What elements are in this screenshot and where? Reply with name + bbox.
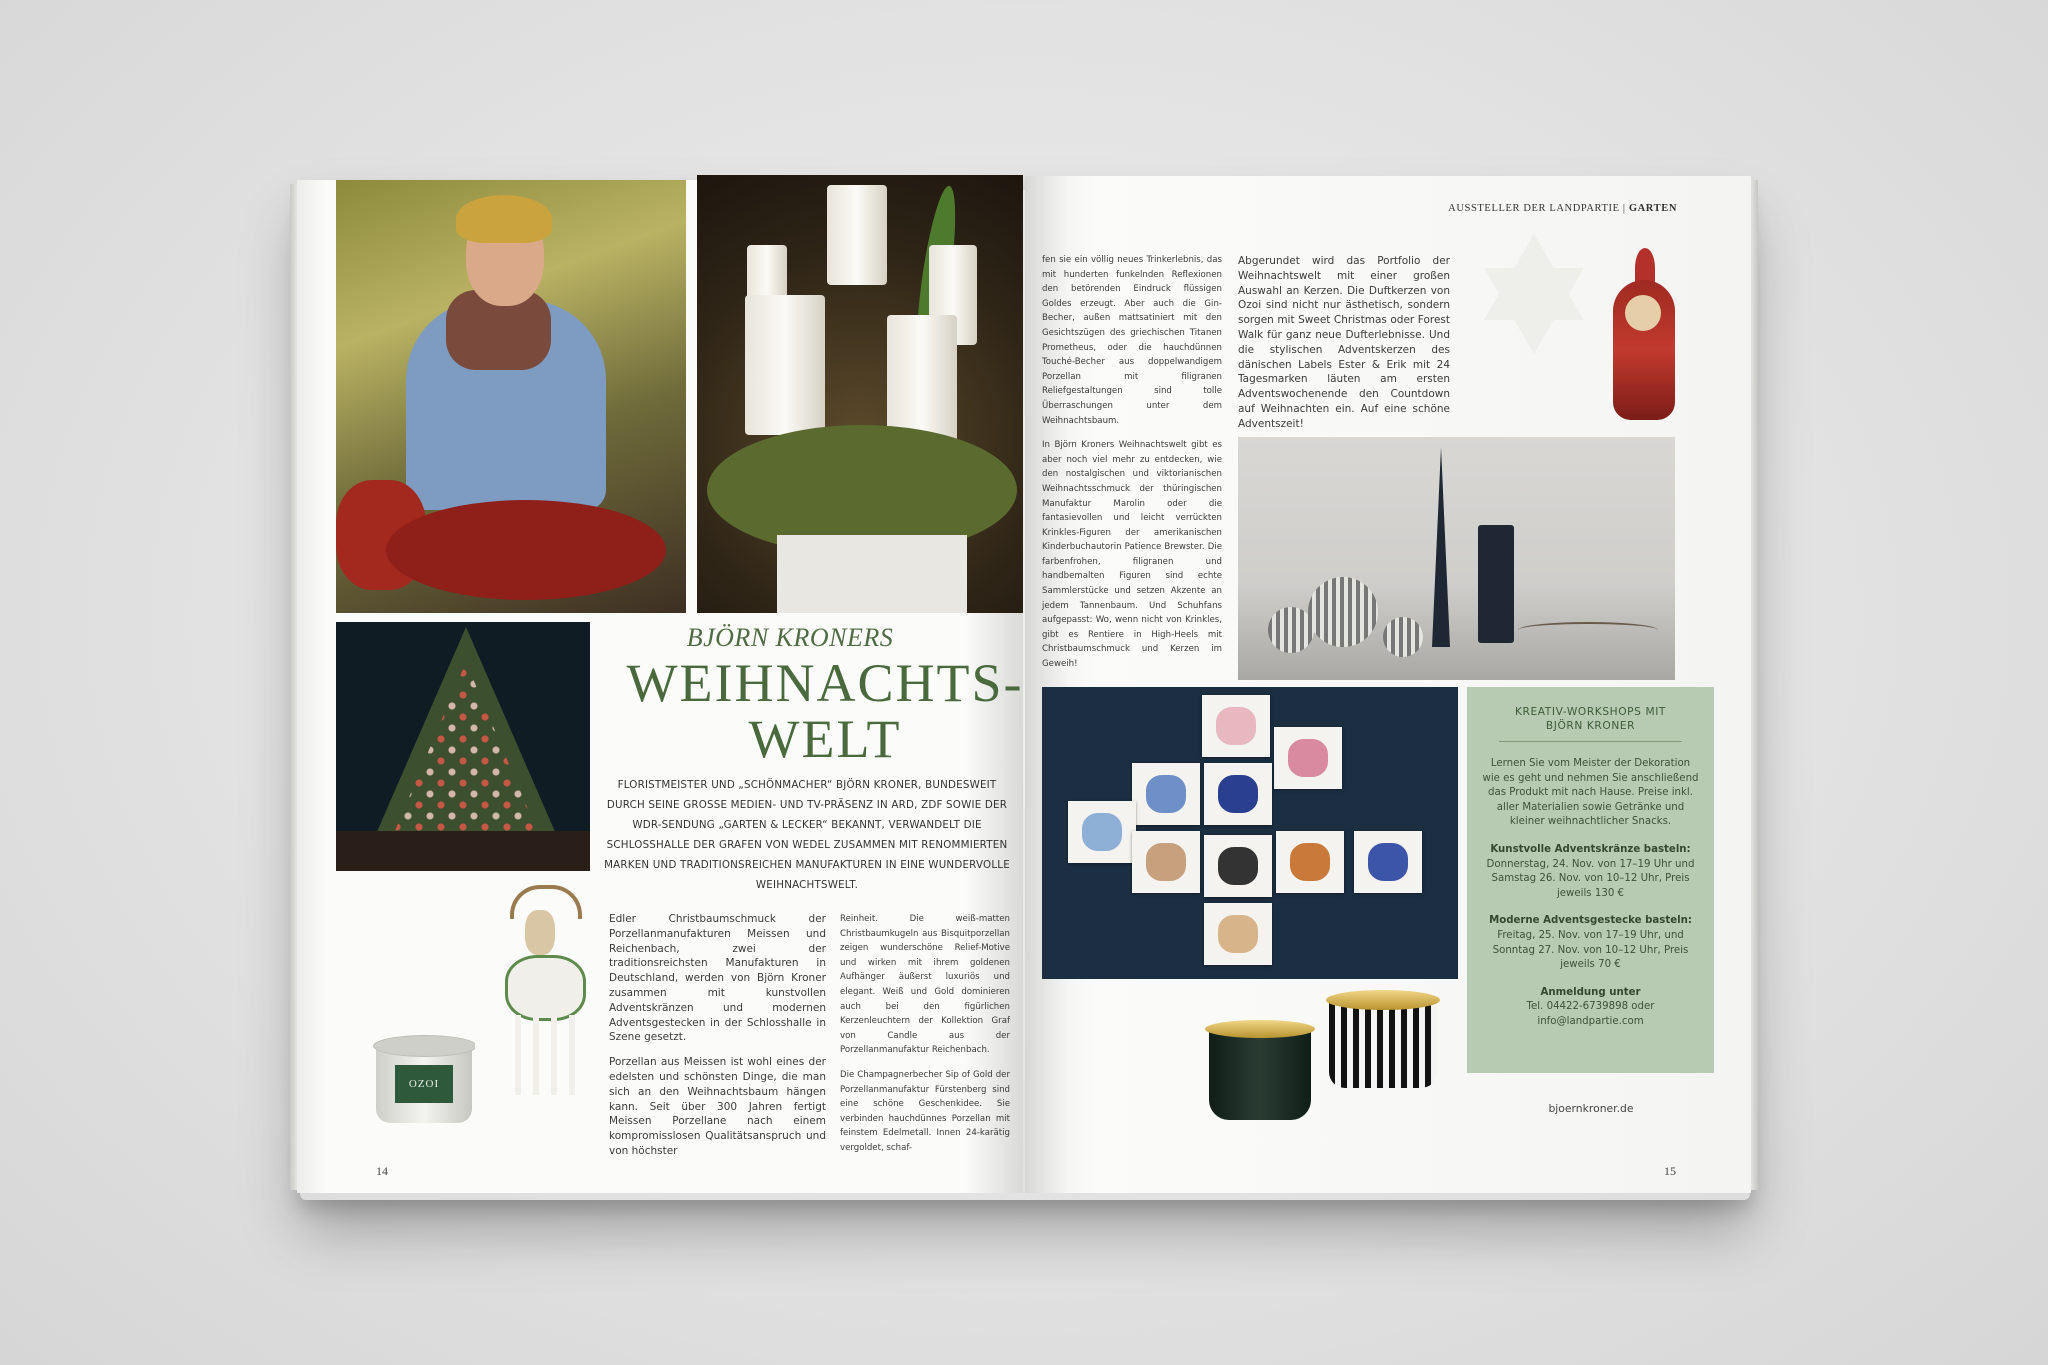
photo-advent-candles — [697, 175, 1023, 613]
workshop-2-details: Freitag, 25. Nov. von 17–19 Uhr, und Sonntag 27. Nov. von 10–12 Uhr, Preis jeweils 70 € — [1492, 929, 1689, 971]
photo-star-ornament — [1470, 228, 1598, 360]
paragraph: Die Champagnerbecher Sip of Gold der Porzellanmanufaktur Fürstenberg sind eine schöne Geschenkidee. Sie verbinden hauchdünnes Porzellan mit feinstem Edelmetall. Innen 24-karätig vergoldet, schaf- — [840, 1069, 1010, 1153]
article-kicker: BJÖRN KRONERS — [686, 623, 894, 652]
article-title — [600, 655, 1050, 767]
registration-title: Anmeldung unter — [1540, 986, 1641, 998]
paragraph: Porzellan aus Meissen ist wohl eines der edelsten und schönsten Dinge, die man sich an den Weihnachtsbaum hängen kann. Seit über 300 Jahren fertigt Meissen Porzellane nach einem kompromisslosen Qualitätsanspruch und von höchster — [609, 1056, 826, 1157]
box-title-line-2: BJÖRN KRONER — [1545, 720, 1636, 732]
photo-santa-ornament — [1603, 240, 1683, 430]
box-divider — [1499, 741, 1682, 742]
header-category: GARTEN — [1628, 203, 1677, 214]
workshop-1-title: Kunstvolle Adventskränze basteln: — [1490, 843, 1691, 855]
website-link: bjoernkroner.de — [1548, 1102, 1634, 1115]
right-body-column-2 — [1238, 254, 1450, 442]
photo-gold-rim-cup-black — [1205, 1020, 1315, 1122]
running-header — [1372, 203, 1677, 214]
workshop-2-title: Moderne Adventsgestecke basteln: — [1489, 915, 1692, 927]
left-body-column-2 — [840, 912, 1010, 1166]
registration-details: Tel. 04422-6739898 oder info@landpartie.com — [1526, 1001, 1655, 1027]
photo-striped-cup — [1326, 990, 1440, 1090]
box-title — [1477, 705, 1704, 733]
title-line-1: WEIHNACHTS- — [626, 653, 1024, 713]
photo-porcelain-flatlay — [1042, 687, 1458, 979]
workshop-1 — [1481, 843, 1700, 901]
photo-candles-and-spheres — [1238, 437, 1675, 680]
page-number-right: 15 — [1664, 1164, 1676, 1178]
paragraph: Reinheit. Die weiß-matten Christbaumkugeln aus Bisquitporzellan zeigen wunderschöne Relief-Motive und wirken mit ihrem goldenen Aufhänger äußerst luxuriös und elegant. Weiß und Gold dominieren auch bei den figürlichen Kerzenleuchtern der Kollektion Graf von Candle aus der Porzellanmanufaktur Reichenbach. — [840, 914, 1010, 1056]
jar-label: OZOI — [395, 1065, 453, 1103]
right-body-column-1 — [1042, 253, 1222, 682]
photo-christmas-tree — [336, 622, 590, 871]
box-intro: Lernen Sie vom Meister der Dekoration wie es geht und nehmen Sie anschließend das Produkt mit nach Hause. Preise inkl. aller Materialien sowie Getränke und kleiner weihnachtlicher Snacks. — [1482, 758, 1699, 828]
paragraph: fen sie ein völlig neues Trinkerlebnis, das mit hunderten funkelnden Reflexionen den betörenden Eindruck flüssigen Goldes erzeugt. Aber auch die Gin-Becher, außen mattsatiniert mit den Gesichtszügen des griechischen Titanen Prometheus, oder die hauchdünnen Touché-Becher aus doppelwandigem Porzellan mit filigranen Reliefgestaltungen sind tolle Überraschungen unter dem Weihnachtsbaum. — [1042, 255, 1222, 426]
photo-candle-jar — [373, 1035, 475, 1125]
title-line-2: WELT — [748, 709, 902, 769]
photo-reindeer-figure — [490, 885, 595, 1100]
header-section: AUSSTELLER DER LANDPARTIE — [1448, 203, 1620, 214]
paragraph: In Björn Kroners Weihnachtswelt gibt es aber noch viel mehr zu entdecken, wie den nostalgischen und viktorianischen Weihnachtsschmuck der thüringischen Manufaktur Marolin oder die fantasievollen und leicht verrückten Krinkles-Figuren der amerikanischen Kinderbuchautorin Patience Brewster. Die farbenfrohen, filigranen und handbemalten Figuren sind echte Sammlerstücke und setzen Akzente an jedem Tannenbaum. Und Schuhfans aufgepasst: Wo, wenn nicht von Krinkles, gibt es Rentiere in High-Heels mit Christbaumschmuck und Kerzen im Geweih! — [1042, 440, 1222, 670]
header-separator: | — [1622, 203, 1626, 214]
box-title-line-1: KREATIV-WORKSHOPS MIT — [1514, 706, 1666, 718]
paragraph: Edler Christbaumschmuck der Porzellanmanufakturen Meissen und Reichenbach, zwei der traditionsreichsten Manufakturen in Deutschland, werden von Björn Kroner zusammen mit kunstvollen Adventskränzen und modernen Adventsgestecken in der Schlosshalle in Szene gesetzt. — [609, 913, 826, 1044]
box-text — [1481, 757, 1700, 1043]
article-lead: FLORISTMEISTER UND „SCHÖNMACHER“ BJÖRN KRONER, BUNDESWEIT DURCH SEINE GROSSE MEDIEN- UND TV-PRÄSENZ IN ARD, ZDF SOWIE DER WDR-SENDUNG „GARTEN & LECKER“ BEKANNT, VERWANDELT DIE SCHLOSSHALLE DER GRAFEN VON WEDEL ZUSAMMEN MIT RENOMMIERTEN MARKEN UND TRADITIONSREICHEN MANUFAKTUREN IN EINE WUNDERVOLLE WEIHNACHTSWELT. — [604, 779, 1010, 891]
left-body-column-1 — [609, 912, 826, 1169]
workshop-info-box — [1467, 687, 1714, 1073]
registration — [1481, 986, 1700, 1030]
photo-florist-arranging — [336, 180, 686, 613]
workshop-1-details: Donnerstag, 24. Nov. von 17–19 Uhr und Samstag 26. Nov. von 10–12 Uhr, Preis jeweils 130 € — [1486, 858, 1695, 899]
page-number-left: 14 — [376, 1164, 388, 1178]
paragraph: Abgerundet wird das Portfolio der Weihnachtswelt mit einer großen Auswahl an Kerzen. Die Duftkerzen von Ozoi sind nicht nur ästhetisch, sondern sorgen mit Sweet Christmas oder Forest Walk für ganz neue Dufterlebnisse. Und die stylischen Adventskerzen des dänischen Labels Ester & Erik mit 24 Tagesmarken läuten am ersten Adventswochenende den Countdown auf Weihnachten ein. Auf eine schöne Adventszeit! — [1238, 255, 1450, 430]
workshop-2 — [1481, 914, 1700, 972]
